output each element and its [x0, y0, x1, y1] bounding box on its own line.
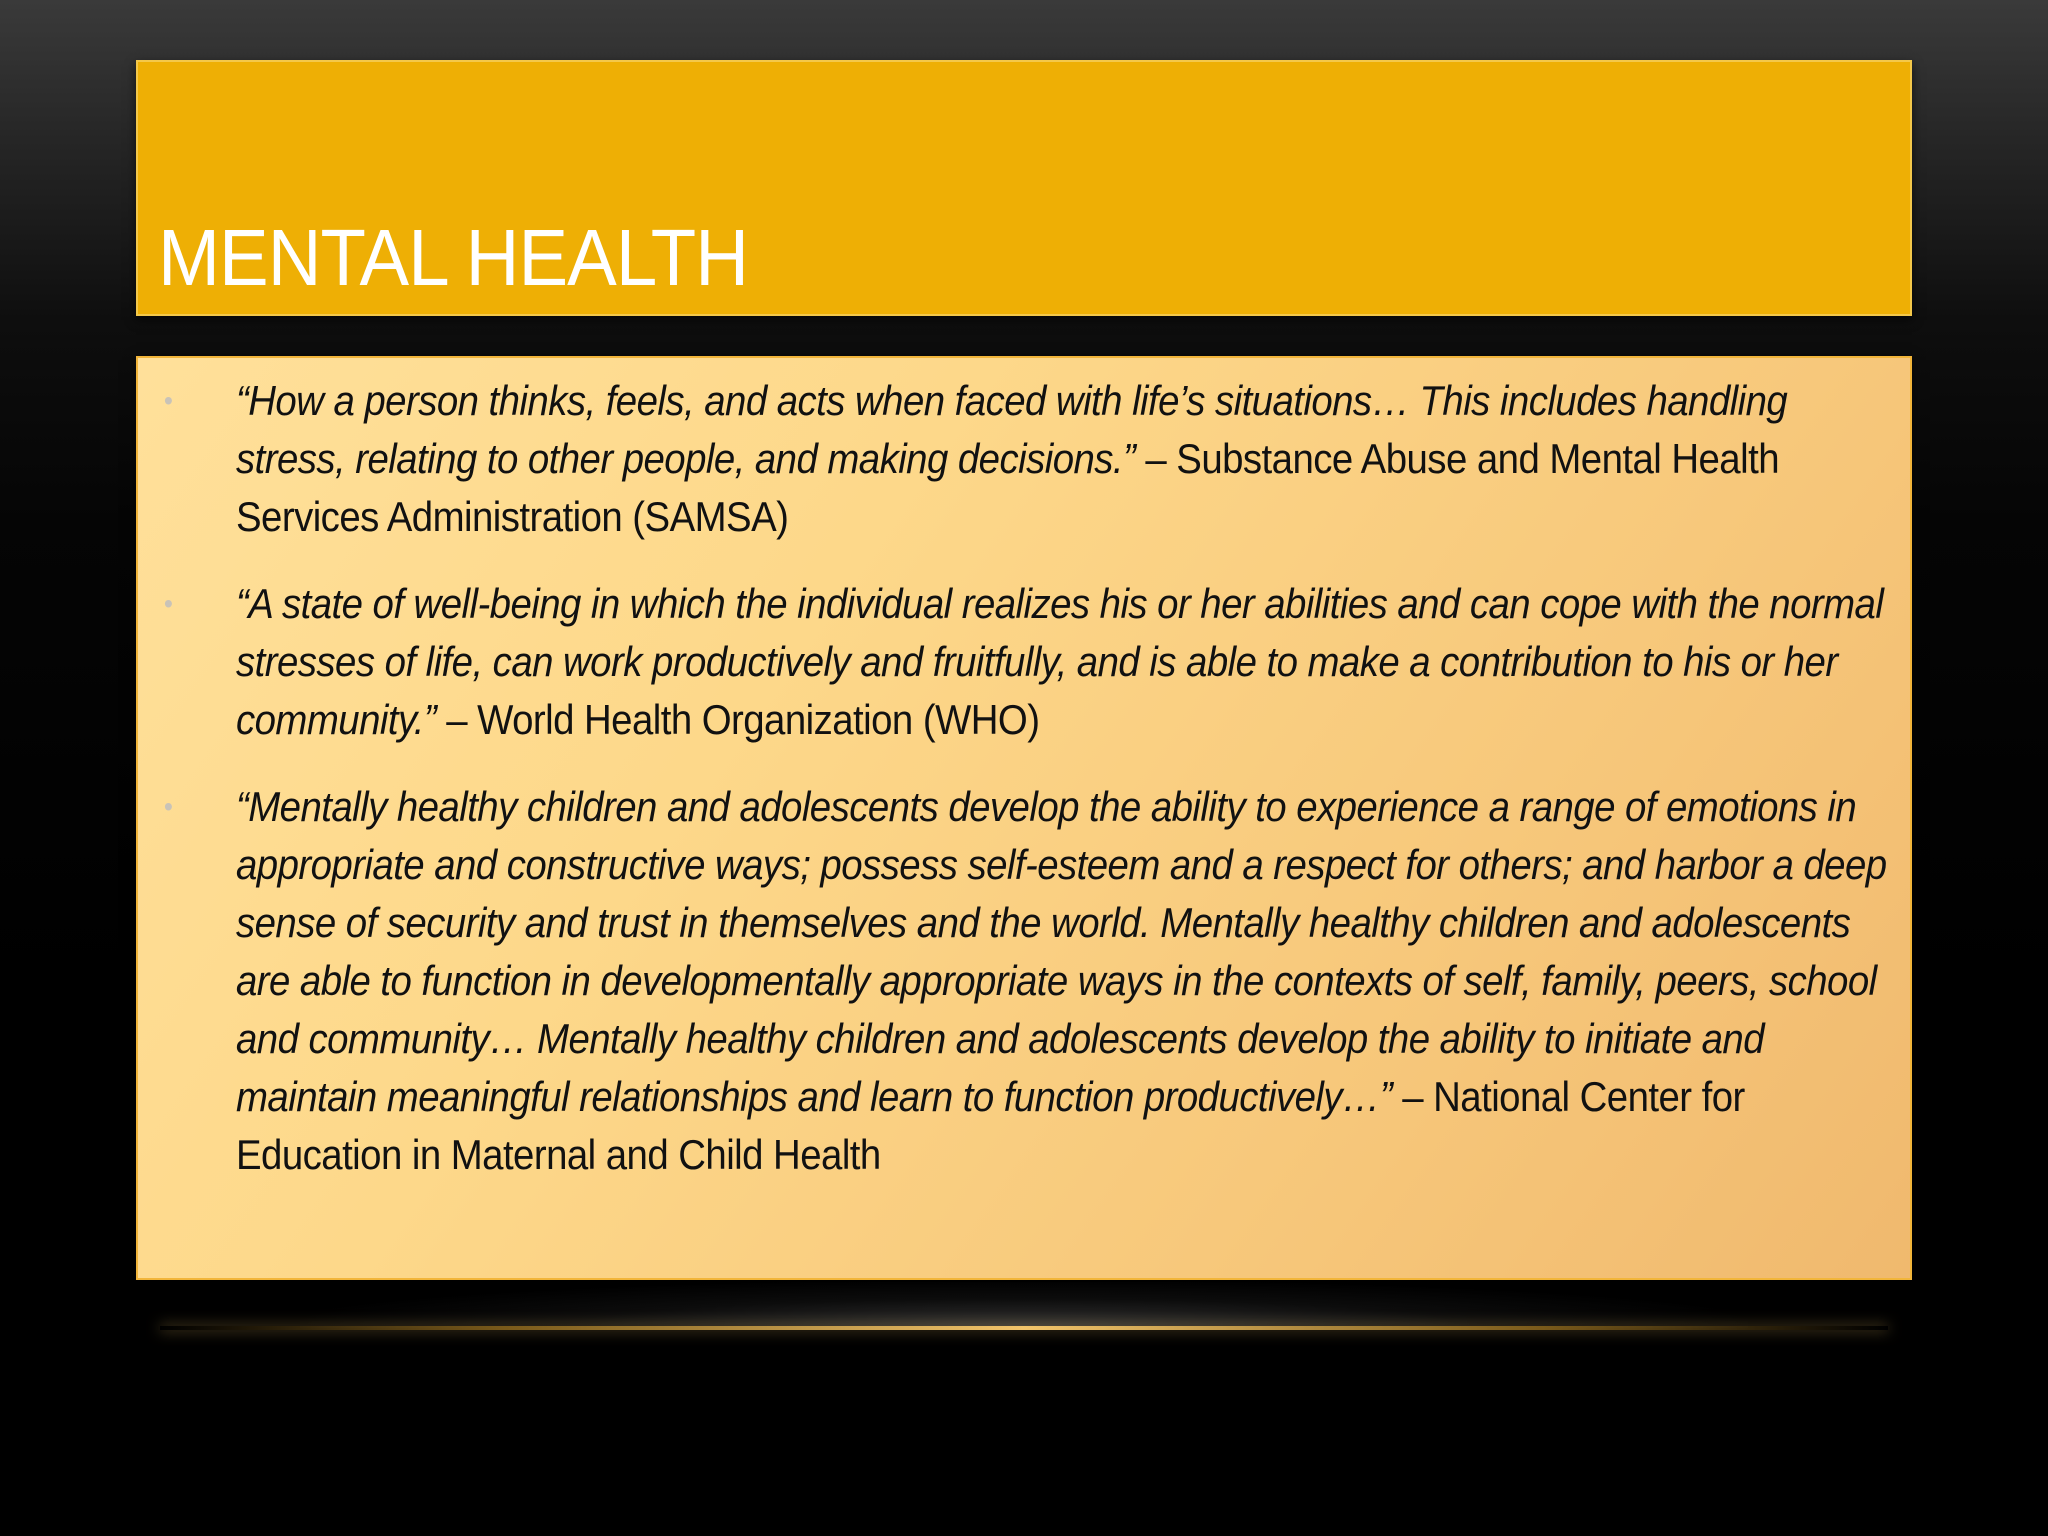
- slide-title: MENTAL HEALTH: [158, 213, 749, 302]
- bullet-icon: •: [163, 588, 173, 619]
- bullet-item-samsa: [163, 372, 1887, 546]
- bullet-icon: •: [163, 385, 173, 416]
- bullet-source: – National Center for Education in Maternal and Child Health: [236, 1073, 1745, 1178]
- bullet-list: [138, 358, 1910, 1184]
- reflection-haze: [300, 1282, 1748, 1328]
- content-box: [136, 356, 1912, 1280]
- bullet-item-who: [163, 575, 1887, 749]
- bullet-icon: •: [163, 791, 173, 822]
- bullet-source: – World Health Organization (WHO): [436, 696, 1040, 743]
- bullet-quote: “How a person thinks, feels, and acts when faced with life’s situations… This includes handling stress, relating to other people, and making decisions.”: [236, 377, 1788, 482]
- bullet-quote: “Mentally healthy children and adolescents develop the ability to experience a range of emotions in appropriate and constructive ways; possess self-esteem and a respect for others; and harbor a deep sense of security and trust in themselves and the world. Mentally healthy children and adolescents are able to function in developmentally appropriate ways in the contexts of self, family, peers, school and community… Mentally healthy children and adolescents develop the ability to initiate and maintain meaningful relationships and learn to function productively…”: [236, 783, 1887, 1120]
- bullet-quote: “A state of well-being in which the individual realizes his or her abilities and can cope with the normal stresses of life, can work productively and fruitfully, and is able to make a contribution to his or her community.”: [236, 580, 1884, 743]
- bullet-item-ncemch: [163, 778, 1887, 1184]
- glow-divider-line: [160, 1326, 1888, 1330]
- title-bar: [136, 60, 1912, 316]
- bullet-source: – Substance Abuse and Mental Health Services Administration (SAMSA): [236, 435, 1779, 540]
